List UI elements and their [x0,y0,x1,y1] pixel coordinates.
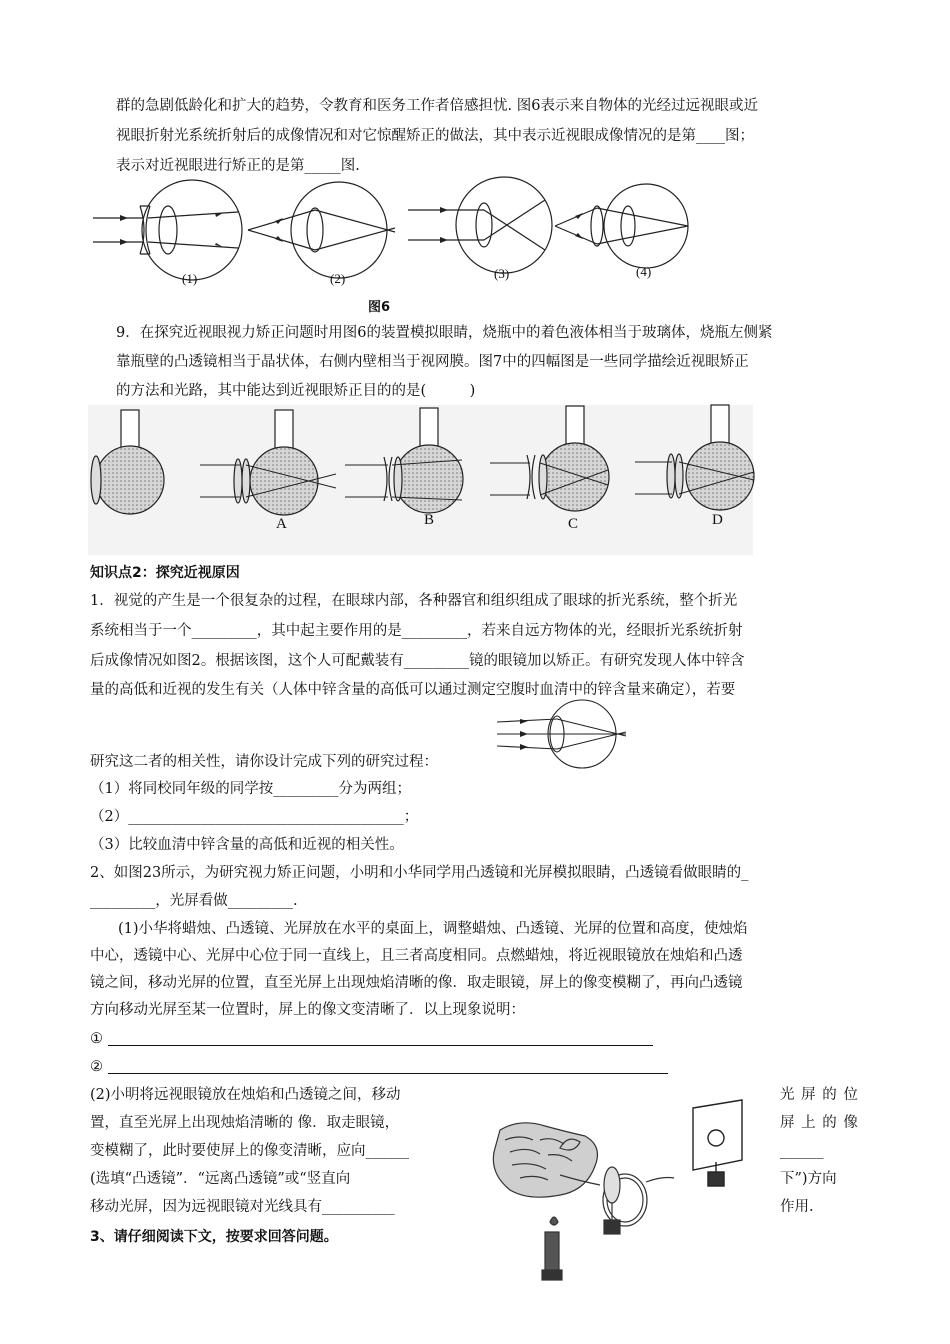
fig7-label-b: B [424,512,435,528]
k2-step-2: （2）______________________________________； [90,809,419,825]
q2-line-1: 2、如图23所示，为研究视力矫正问题，小明和小华同学用凸透镜和光屏模拟眼睛，凸透镜看做眼睛的_ [90,865,749,881]
fig6-label-2: (2) [330,271,346,286]
fig7-label-c: C [568,516,579,532]
k2-step-1: （1）将同校同年级的同学按_________分为两组； [90,781,411,797]
q2-part2-line-4: (选填“凸透镜”．“远离凸透镜”或“竖直向 [90,1171,351,1187]
q2-part2-line-2-right: 屏 上 的 像 [780,1115,859,1131]
q2-part2-line-1-right: 光 屏 的 位 [780,1087,859,1103]
k2-p1-line-5: 研究这二者的相关性，请你设计完成下列的研究过程： [90,754,438,770]
fig7-label-a: A [276,516,287,532]
fig6-caption: 图6 [368,300,391,315]
k2-heading: 知识点2：探究近视原因 [90,565,240,581]
k2-p1-line-3: 后成像情况如图2。根据该图，这个人可配戴装有_________镜的眼镜加以矫正。有研究发现人体中锌含 [90,653,745,669]
q2-part2-line-5-right: 作用. [780,1199,814,1215]
k2-step-3: （3）比较血清中锌含量的高低和近视的相关性。 [90,837,404,853]
q2-part2-line-3-right: ______ [780,1143,824,1159]
q9-line-2: 靠瓶壁的凸透镜相当于晶状体，右侧内壁相当于视网膜。图7中的四幅图是一些同学描绘近视眼矫正 [116,354,749,370]
q2-part2-line-5: 移动光屏，因为远视眼镜对光线具有__________ [90,1199,395,1215]
intro-line-2: 视眼折射光系统折射后的成像情况和对它惊醒矫正的做法，其中表示近视眼成像情况的是第____图； [116,128,754,144]
q2-p1-line-1: (1)小华将蜡烛、凸透镜、光屏放在水平的桌面上，调整蜡烛、凸透镜、光屏的位置和高度，使烛焰 [118,921,748,937]
fig7-label-d: D [712,512,723,528]
q2-line-2: _________，光屏看做_________. [90,893,298,909]
q3-heading: 3、请仔细阅读下文，按要求回答问题。 [90,1229,338,1245]
fig6-label-3: (3) [494,266,510,281]
q2-p1-line-2: 中心，透镜中心、光屏中心位于同一直线上，且三者高度相同。点燃蜡烛，将近视眼镜放在烛焰和凸透 [90,948,743,964]
q2-p1-line-4: 方向移动光屏至某一位置时，屏上的像文变清晰了．以上现象说明： [90,1002,525,1018]
q9-line-3: 的方法和光路，其中能达到近视眼矫正目的的是( ) [116,383,476,399]
fig6-label-4: (4) [636,264,652,279]
q2-part2-line-1: (2)小明将远视眼镜放在烛焰和凸透镜之间，移动 [90,1087,401,1103]
k2-p1-line-1: 1．视觉的产生是一个很复杂的过程，在眼球内部，各种器官和组织组成了眼球的折光系统，整个折光 [90,593,738,609]
q2-part2-line-4-right: 下”)方向 [780,1171,837,1187]
k2-p1-line-2: 系统相当于一个_________，其中起主要作用的是_________，若来自远方物体的光，经眼折光系统折射 [90,623,743,639]
q9-line-1: 9．在探究近视眼视力矫正问题时用图6的装置模拟眼睛，烧瓶中的着色液体相当于玻璃体，烧瓶左侧紧 [116,325,773,341]
q2-conclusion-1-marker: ① [90,1031,103,1047]
q2-p1-line-3: 镜之间，移动光屏的位置，直至光屏上出现烛焰清晰的像．取走眼镜，屏上的像变模糊了，再向凸透镜 [90,975,743,991]
q2-part2-line-3: 变模糊了，此时要使屏上的像变清晰，应向______ [90,1143,409,1159]
intro-line-1: 群的急剧低龄化和扩大的趋势，令教育和医务工作者倍感担忧. 图6表示来自物体的光经过远视眼或近 [116,98,758,114]
fig6-label-1: (1) [182,271,198,286]
k2-p1-line-4: 量的高低和近视的发生有关（人体中锌含量的高低可以通过测定空腹时血清中的锌含量来确定），若要 [90,682,736,698]
q2-part2-line-2: 置，直至光屏上出现烛焰清晰的 像．取走眼镜， [90,1115,400,1131]
intro-line-3: 表示对近视眼进行矫正的是第_____图. [116,158,360,174]
q2-conclusion-2-marker: ② [90,1059,103,1075]
